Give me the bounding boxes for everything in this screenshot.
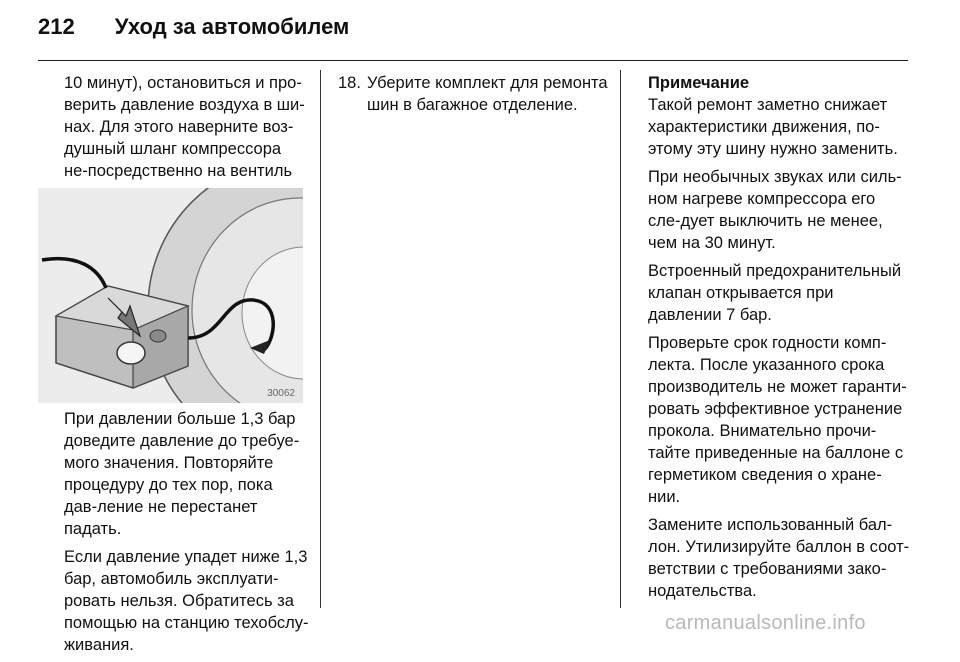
page-header	[38, 14, 349, 40]
replace-paragraph: Замените использованный бал-лон. Утилизируйте баллон в соот-ветствии с требованиями зако-нодательства.	[648, 516, 910, 600]
compressor-illustration	[38, 188, 303, 403]
watermark: carmanualsonline.info	[665, 612, 866, 634]
expiry-paragraph: Проверьте срок годности комп-лекта. После указанного срока производитель не может гаранти-ровать эффективное устранение прокола. Внимательно прочи-тайте приведенные на баллоне с герметиком сведения о хране-нии.	[648, 334, 907, 506]
low-pressure-paragraph: Если давление упадет ниже 1,3 бар, автомобиль эксплуати-ровать нельзя. Обратитесь за помощью на станцию техобслу-живания.	[64, 548, 309, 654]
step-18	[338, 72, 608, 116]
step-number: 18.	[338, 74, 361, 92]
column-middle	[338, 72, 608, 116]
step-text: Уберите комплект для ремонта шин в багажное отделение.	[367, 74, 608, 114]
page-number: 212	[38, 14, 75, 39]
figure-code: 30062	[267, 388, 295, 399]
page-title: Уход за автомобилем	[114, 14, 350, 39]
header-divider	[38, 60, 908, 61]
compressor-tire-drawing	[38, 188, 303, 403]
noise-paragraph: При необычных звуках или силь-ном нагреве компрессора его сле-дует выключить не менее, чем на 30 минут.	[648, 168, 902, 252]
column-divider-2	[620, 70, 621, 608]
intro-paragraph: 10 минут), остановиться и про-верить давление воздуха в ши-нах. Для этого наверните воз-душный шланг компрессора не-посредственно на вентиль	[64, 74, 305, 180]
pressure-paragraph: При давлении больше 1,3 бар доведите давление до требуе-мого значения. Повторяйте процедуру до тех пор, пока дав-ление не перестанет падать.	[64, 410, 300, 538]
note-block	[648, 72, 910, 160]
note-text: Такой ремонт заметно снижает характеристики движения, по-этому эту шину нужно заменить.	[648, 96, 898, 158]
valve-paragraph: Встроенный предохранительный клапан открывается при давлении 7 бар.	[648, 262, 902, 324]
column-right	[648, 72, 910, 608]
note-title: Примечание	[648, 74, 750, 92]
column-divider-1	[320, 70, 321, 608]
